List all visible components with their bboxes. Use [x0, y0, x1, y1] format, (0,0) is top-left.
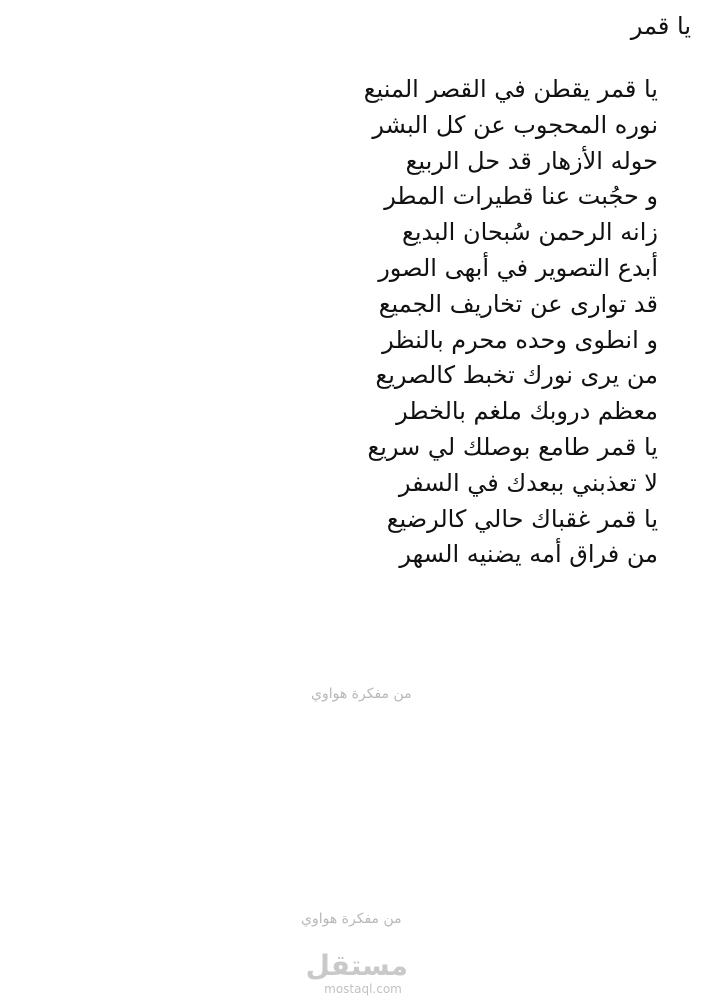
poem-line: يا قمر غقباك حالي كالرضيع	[386, 504, 658, 533]
poem-title: يا قمر	[630, 12, 691, 40]
poem-line: معظم دروبك ملغم بالخطر	[396, 397, 658, 426]
poem-line: نوره المحجوب عن كل البشر	[372, 110, 658, 139]
poem-line: قد توارى عن تخاريف الجميع	[378, 289, 658, 318]
mostaql-logo	[305, 949, 408, 996]
poem-line: أبدع التصوير في أبهى الصور	[378, 253, 658, 282]
poem-line: حوله الأزهار قد حل الربيع	[405, 146, 658, 175]
poem-line: و حجُبت عنا قطيرات المطر	[384, 182, 658, 211]
notes-watermark: من مفكرة هواوي	[311, 686, 412, 702]
poem-line: لا تعذبني ببعدك في السفر	[398, 468, 658, 497]
poem-line: من يرى نورك تخبط كالصريع	[375, 361, 658, 390]
poem-line: و انطوى وحده محرم بالنظر	[382, 325, 658, 354]
poem-line: يا قمر يقطن في القصر المنيع	[363, 75, 658, 103]
poem-line: يا قمر طامع بوصلك لي سريع	[367, 432, 658, 461]
poem-body	[258, 72, 658, 573]
poem-line: زانه الرحمن سُبحان البديع	[402, 218, 658, 247]
logo-url: mostaql.com	[324, 982, 402, 996]
poem-line: من فراق أمه يضنيه السهر	[399, 540, 658, 569]
logo-wordmark: مستقل	[305, 949, 408, 982]
notes-watermark: من مفكرة هواوي	[301, 911, 402, 927]
